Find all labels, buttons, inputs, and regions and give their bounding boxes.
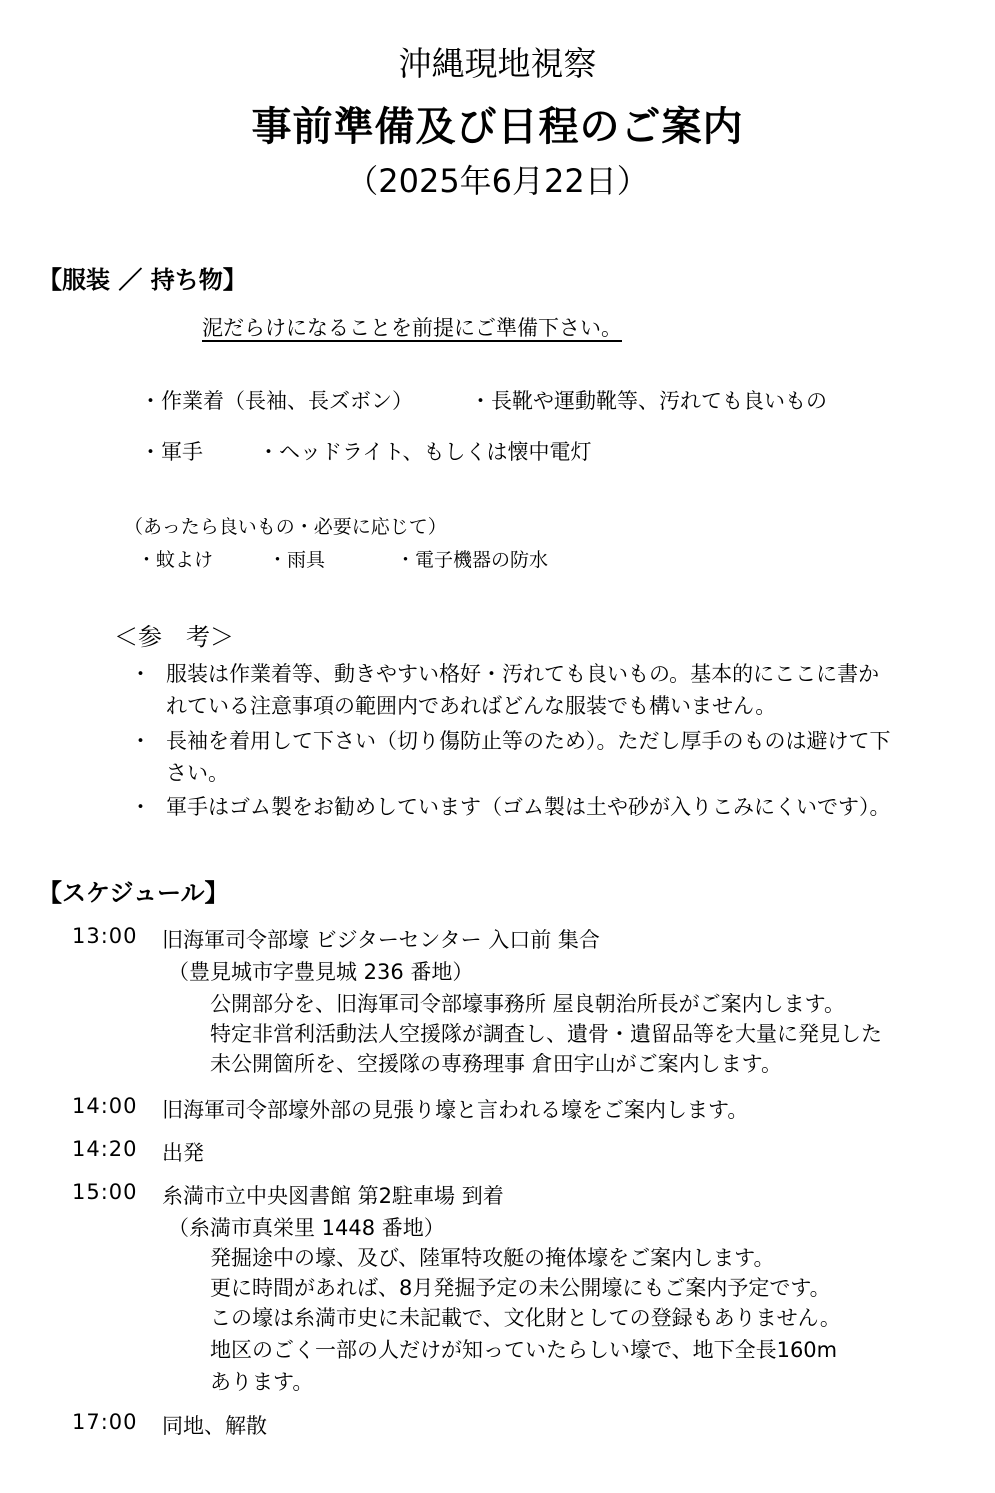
schedule-title: 同地、解散 [162,1414,267,1438]
schedule-detail: 地区のごく一部の人だけが知っていたらしい壕で、地下全長160m [210,1338,838,1362]
attire-heading: 【服装 ／ 持ち物】 [38,266,247,294]
attire-item: ・ヘッドライト、もしくは懐中電灯 [258,440,592,464]
note-bullet: ・ [130,662,151,686]
schedule-detail: この壕は糸満市史に未記載で、文化財としての登録もありません。 [210,1306,841,1330]
note-line: 長袖を着用して下さい（切り傷防止等のため）。ただし厚手のものは避けて下 [166,729,891,753]
schedule-detail: 未公開箇所を、空援隊の専務理事 倉田宇山がご案内します。 [210,1052,782,1076]
doc-title-line1: 沖縄現地視察 [398,44,597,83]
schedule-detail: 特定非営利活動法人空援隊が調査し、遺骨・遺留品等を大量に発見した [210,1022,882,1046]
schedule-time: 14:20 [72,1137,138,1161]
reference-heading: ＜参 考＞ [114,623,234,651]
note-bullet: ・ [130,729,151,753]
optional-item: ・蚊よけ [137,549,214,571]
optional-item: ・雨具 [268,549,326,571]
attire-item: ・長靴や運動靴等、汚れても良いもの [470,389,827,413]
schedule-address: （豊見城市字豊見城 236 番地） [168,960,474,984]
doc-title-line2: 事前準備及び日程のご案内 [251,104,744,150]
note-line: 軍手はゴム製をお勧めしています（ゴム製は土や砂が入りこみにくいです）。 [166,795,891,819]
schedule-title: 旧海軍司令部壕外部の見張り壕と言われる壕をご案内します。 [162,1098,749,1122]
schedule-time: 14:00 [72,1094,138,1118]
note-line: れている注意事項の範囲内であればどんな服装でも構いません。 [166,694,777,718]
schedule-detail: 公開部分を、旧海軍司令部壕事務所 屋良朝治所長がご案内します。 [210,992,845,1016]
schedule-time: 15:00 [72,1180,138,1204]
schedule-time: 17:00 [72,1410,138,1434]
schedule-title: 糸満市立中央図書館 第2駐車場 到着 [162,1184,504,1208]
schedule-heading: 【スケジュール】 [38,879,229,907]
optional-item: ・電子機器の防水 [396,549,549,571]
doc-date: （2025年6月22日） [346,162,649,200]
note-line: さい。 [166,761,229,785]
schedule-title: 出発 [162,1141,204,1165]
optional-label: （あったら良いもの・必要に応じて） [124,516,447,538]
schedule-detail: あります。 [210,1370,314,1394]
attire-item: ・軍手 [140,440,203,464]
attire-item: ・作業着（長袖、長ズボン） [140,389,413,413]
schedule-detail: 更に時間があれば、8月発掘予定の未公開壕にもご案内予定です。 [210,1276,831,1300]
attire-lead: 泥だらけになることを前提にご準備下さい。 [202,316,622,340]
schedule-address: （糸満市真栄里 1448 番地） [168,1216,445,1240]
schedule-detail: 発掘途中の壕、及び、陸軍特攻艇の掩体壕をご案内します。 [210,1246,775,1270]
schedule-time: 13:00 [72,924,138,948]
schedule-title: 旧海軍司令部壕 ビジターセンター 入口前 集合 [162,928,600,952]
note-line: 服装は作業着等、動きやすい格好・汚れても良いもの。基本的にここに書か [166,662,880,686]
note-bullet: ・ [130,795,151,819]
